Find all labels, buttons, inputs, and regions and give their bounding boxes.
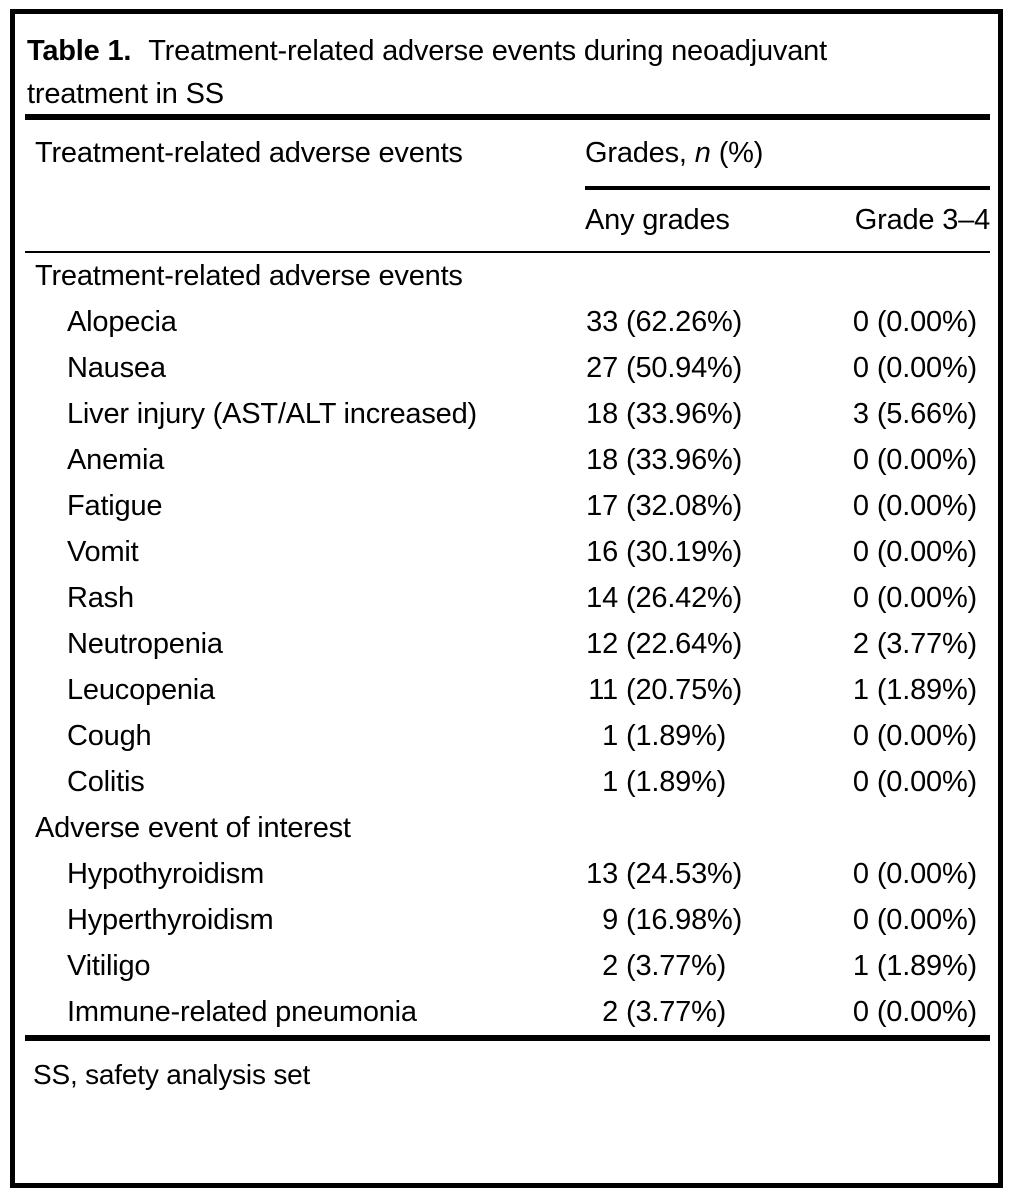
table-caption-text: Treatment-related adverse events during neoadjuvant treatment in SS [27,35,827,110]
grade-3-4-percent: (0.00%) [876,995,977,1028]
grade-3-4-percent: (0.00%) [876,489,977,522]
table-row [25,299,990,345]
any-grades-percent: (62.26%) [626,305,743,338]
any-grades-percent: (1.89%) [626,765,727,798]
adverse-event-name: Colitis [67,765,145,798]
grade-3-4-percent: (0.00%) [876,857,977,890]
adverse-event-name: Liver injury (AST/ALT increased) [67,397,477,430]
grade-3-4-value [845,720,990,753]
any-grades-value [585,858,845,891]
any-grades-percent: (24.53%) [626,857,743,890]
grade-3-4-value [845,766,990,799]
table-row [25,575,990,621]
any-grades-value [585,306,845,339]
any-grades-percent: (22.64%) [626,627,743,660]
grades-label-suffix: (%) [718,136,764,169]
table-row [25,621,990,667]
grade-3-4-value [845,628,990,661]
table-header [25,120,990,251]
adverse-event-name: Leucopenia [67,673,215,706]
any-grades-count: 1 [602,765,618,798]
adverse-event-name: Vitiligo [67,949,151,982]
grade-3-4-percent: (5.66%) [876,397,977,430]
table-row [25,437,990,483]
any-grades-count: 1 [602,719,618,752]
grade-3-4-percent: (3.77%) [876,627,977,660]
table-caption-label: Table 1. [27,35,132,67]
table-row [25,667,990,713]
any-grades-percent: (32.08%) [626,489,743,522]
table-row [25,529,990,575]
column-header-stub: Treatment-related adverse events [35,136,463,169]
table-row [25,483,990,529]
column-header-grade-3-4: Grade 3–4 [854,204,990,236]
adverse-event-name: Neutropenia [67,627,223,660]
grade-3-4-value [845,306,990,339]
grades-label-prefix: Grades, [585,136,687,169]
grade-3-4-percent: (0.00%) [876,903,977,936]
grade-3-4-value [845,352,990,385]
footnote: SS, safety analysis set [33,1059,311,1090]
grade-3-4-percent: (0.00%) [876,443,977,476]
grades-group-label [585,120,990,186]
grade-3-4-count: 0 [852,903,869,936]
grade-3-4-count: 0 [852,857,869,890]
grade-3-4-percent: (0.00%) [876,765,977,798]
grade-3-4-count: 0 [852,305,869,338]
section-label: Treatment-related adverse events [35,259,463,292]
adverse-event-name: Cough [67,719,152,752]
table-body [25,253,990,1035]
table-row [25,713,990,759]
any-grades-value [585,904,845,937]
any-grades-count: 9 [602,903,618,936]
grade-3-4-count: 0 [852,443,869,476]
table-row [25,989,990,1035]
grade-3-4-value [845,950,990,983]
any-grades-value [585,352,845,385]
grade-3-4-percent: (1.89%) [876,949,977,982]
column-header-any-grades: Any grades [585,204,730,236]
section-label: Adverse event of interest [35,811,351,844]
any-grades-value [585,674,845,707]
grades-label-n: n [694,136,711,169]
any-grades-percent: (20.75%) [626,673,743,706]
any-grades-count: 14 [586,581,618,614]
grade-3-4-percent: (0.00%) [876,581,977,614]
any-grades-count: 13 [586,857,618,890]
any-grades-value [585,766,845,799]
any-grades-count: 16 [586,535,618,568]
grade-3-4-percent: (1.89%) [876,673,977,706]
grade-3-4-value [845,858,990,891]
any-grades-value [585,628,845,661]
grade-3-4-value [845,398,990,431]
grade-3-4-count: 2 [852,627,869,660]
adverse-event-name: Hypothyroidism [67,857,265,890]
adverse-event-name: Rash [67,581,134,614]
grade-3-4-percent: (0.00%) [876,719,977,752]
grade-3-4-value [845,536,990,569]
section-header-row [25,253,990,299]
table-row [25,851,990,897]
any-grades-count: 33 [586,305,618,338]
grade-3-4-count: 1 [852,673,869,706]
grade-3-4-value [845,582,990,615]
table-row [25,897,990,943]
any-grades-count: 17 [586,489,618,522]
any-grades-value [585,398,845,431]
adverse-event-name: Alopecia [67,305,177,338]
grade-3-4-count: 0 [852,719,869,752]
any-grades-percent: (33.96%) [626,397,743,430]
any-grades-count: 2 [602,949,618,982]
any-grades-count: 18 [586,397,618,430]
any-grades-value [585,444,845,477]
grade-3-4-count: 0 [852,489,869,522]
any-grades-value [585,536,845,569]
adverse-event-name: Immune-related pneumonia [67,995,417,1028]
any-grades-value [585,950,845,983]
adverse-event-name: Anemia [67,443,165,476]
table-row [25,345,990,391]
adverse-event-name: Vomit [67,535,139,568]
any-grades-percent: (26.42%) [626,581,743,614]
grade-3-4-value [845,904,990,937]
any-grades-count: 18 [586,443,618,476]
grade-3-4-percent: (0.00%) [876,305,977,338]
grade-3-4-value [845,444,990,477]
any-grades-percent: (50.94%) [626,351,743,384]
adverse-event-name: Fatigue [67,489,163,522]
grade-3-4-count: 0 [852,581,869,614]
table-1-card [10,9,1003,1188]
any-grades-percent: (30.19%) [626,535,743,568]
grade-3-4-count: 0 [852,535,869,568]
grade-3-4-count: 0 [852,765,869,798]
any-grades-percent: (33.96%) [626,443,743,476]
grade-3-4-percent: (0.00%) [876,351,977,384]
any-grades-count: 12 [586,627,618,660]
adverse-event-name: Nausea [67,351,166,384]
grade-3-4-percent: (0.00%) [876,535,977,568]
grade-3-4-value [845,996,990,1029]
column-group-grades [585,120,990,251]
grade-3-4-value [845,490,990,523]
any-grades-count: 2 [602,995,618,1028]
grade-3-4-value [845,674,990,707]
any-grades-value [585,996,845,1029]
table-caption [25,14,937,114]
grade-3-4-count: 1 [852,949,869,982]
any-grades-percent: (3.77%) [626,949,727,982]
any-grades-count: 11 [588,673,618,706]
sub-header-row [585,190,990,251]
grade-3-4-count: 3 [852,397,869,430]
any-grades-percent: (1.89%) [626,719,727,752]
any-grades-percent: (3.77%) [626,995,727,1028]
table-row [25,759,990,805]
any-grades-value [585,490,845,523]
section-header-row [25,805,990,851]
adverse-event-name: Hyperthyroidism [67,903,274,936]
any-grades-count: 27 [586,351,618,384]
grade-3-4-count: 0 [852,351,869,384]
any-grades-percent: (16.98%) [626,903,743,936]
table-row [25,943,990,989]
any-grades-value [585,720,845,753]
grade-3-4-count: 0 [852,995,869,1028]
table-row [25,391,990,437]
any-grades-value [585,582,845,615]
